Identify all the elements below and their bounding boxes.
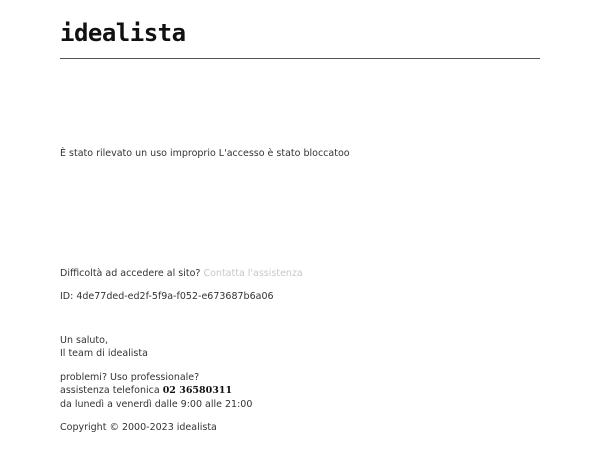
header-divider (60, 58, 540, 59)
phone-number: 02 36580311 (162, 385, 233, 396)
contact-support-link[interactable]: Contatta l'assistenza (203, 268, 303, 279)
idealista-logo: idealista (60, 19, 186, 47)
team-signature: Il team di idealista (60, 348, 148, 359)
support-hours: da lunedì a venerdì dalle 9:00 alle 21:00 (60, 399, 253, 410)
phone-prefix: assistenza telefonica (60, 385, 160, 396)
greeting-text: Un saluto, (60, 335, 108, 346)
help-line (60, 267, 303, 280)
help-prefix: Difficoltà ad accedere al sito? (60, 268, 201, 279)
request-id: ID: 4de77ded-ed2f-5f9a-f052-e673687b6a06 (60, 291, 274, 302)
blocked-message: È stato rilevato un uso improprio L'accesso è stato bloccatoo (60, 148, 350, 159)
copyright-text: Copyright © 2000-2023 idealista (60, 422, 217, 433)
problems-text: problemi? Uso professionale? (60, 372, 200, 383)
phone-support-line (60, 384, 232, 397)
